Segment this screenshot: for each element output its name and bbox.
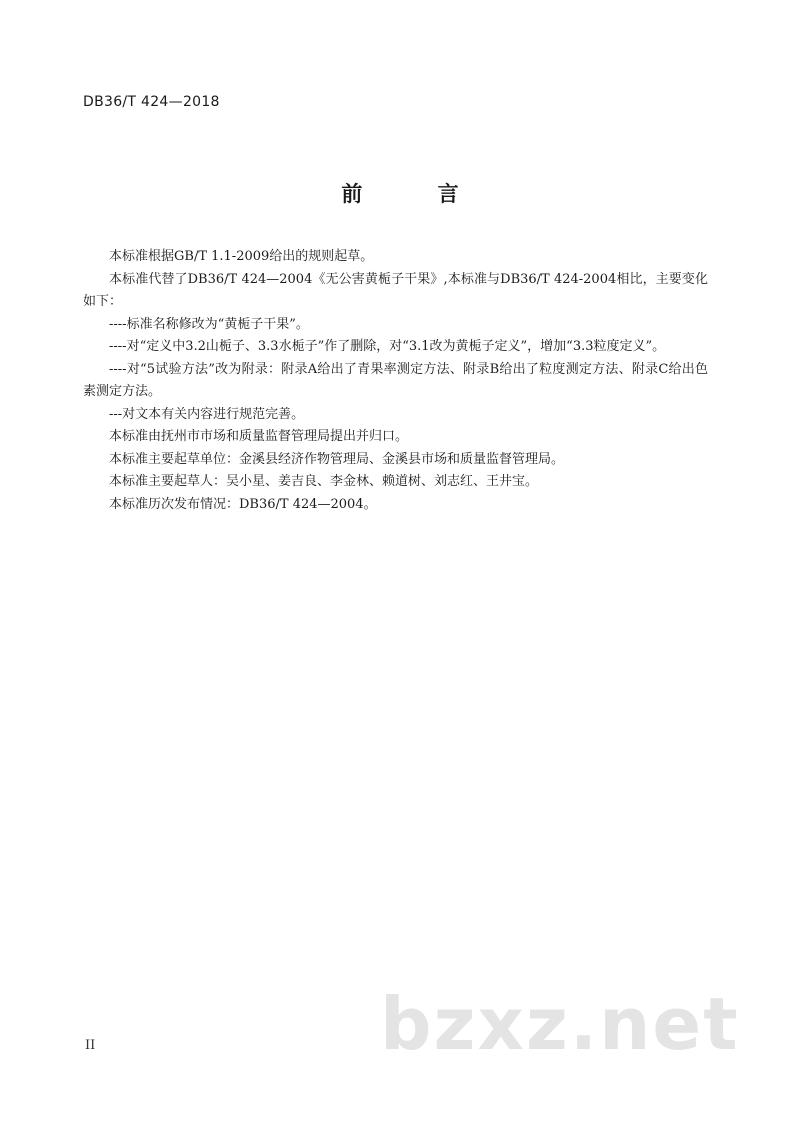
paragraph: 本标准历次发布情况：DB36/T 424—2004。 [109,496,377,512]
page-title: 前 言 [341,182,493,206]
paragraph: ----标准名称修改为“黄栀子干果”。 [109,316,309,332]
paragraph: 本标准由抚州市市场和质量监督管理局提出并归口。 [109,429,409,444]
paragraph: 本标准主要起草人：吴小星、姜吉良、李金林、赖道树、刘志红、王井宝。 [109,474,539,489]
paragraph: ----对“定义中3.2山栀子、3.3水栀子”作了删除，对“3.1改为黄栀子定义”，增加“3.3粒度定义”。 [109,339,666,354]
watermark: bzxz.net [380,982,740,1066]
paragraph: ---对文本有关内容进行规范完善。 [109,406,305,422]
page-number: II [85,1038,96,1053]
paragraph: 本标准根据GB/T 1.1-2009给出的规则起草。 [109,249,374,264]
foreword-body [83,246,708,516]
paragraph: 本标准主要起草单位：金溪县经济作物管理局、金溪县市场和质量监督管理局。 [109,451,565,467]
paragraph: 本标准代替了DB36/T 424—2004《无公害黄栀子干果》,本标准与DB36/T 424-2004相比，主要变化如下： [83,271,708,309]
paragraph: ----对“5试验方法”改为附录：附录A给出了青果率测定方法、附录B给出了粒度测定方法、附录C给出色素测定方法。 [83,361,708,399]
document-code: DB36/T 424—2018 [83,94,220,110]
